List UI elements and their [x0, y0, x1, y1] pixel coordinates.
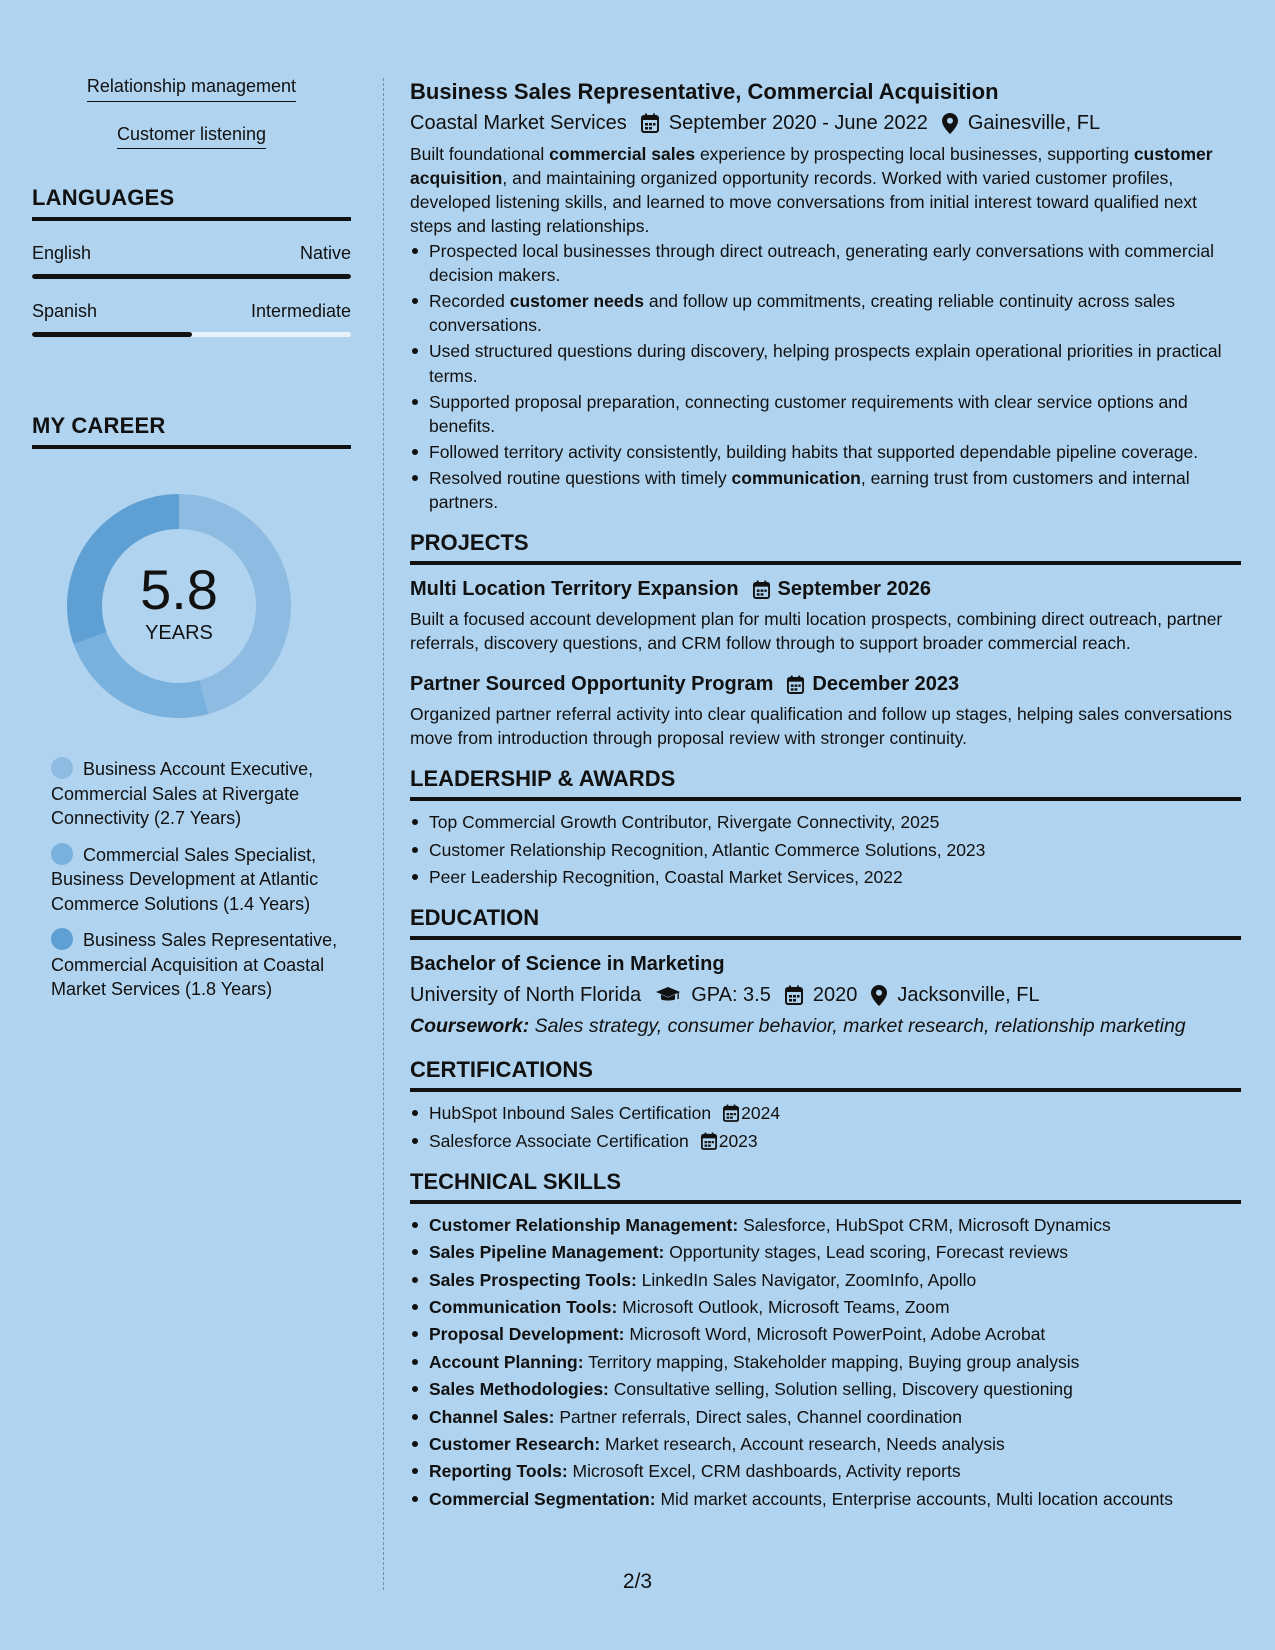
- certification-year: 2023: [718, 1130, 758, 1151]
- coursework-label: Coursework:: [410, 1015, 530, 1038]
- column-divider: [383, 78, 384, 1590]
- career-legend-item: [51, 928, 341, 1002]
- language-proficiency-bar: [32, 332, 351, 337]
- language-item: [32, 243, 351, 279]
- technical-skill-item: [410, 1213, 1241, 1237]
- technical-skill-item: [410, 1295, 1241, 1319]
- career-total-years: 5.8: [140, 557, 218, 621]
- page-number: 2/3: [622, 1570, 653, 1593]
- skill-category: Account Planning:: [429, 1351, 584, 1372]
- certification-name: Salesforce Associate Certification: [429, 1130, 689, 1151]
- technical-skill-item: [410, 1240, 1241, 1264]
- certification-item: [410, 1129, 1241, 1153]
- skill-values: Microsoft Excel, CRM dashboards, Activity reports: [567, 1461, 961, 1482]
- calendar-icon: [701, 1132, 717, 1150]
- certification-item: [410, 1101, 1241, 1125]
- job-dates: September 2020 - June 2022: [668, 112, 928, 134]
- bullet-text: Recorded: [429, 291, 510, 312]
- technical-skill-item: [410, 1432, 1241, 1456]
- skill-tag: [32, 124, 351, 150]
- job-bullet: [410, 466, 1241, 514]
- career-legend-item: [51, 843, 341, 917]
- skill-values: LinkedIn Sales Navigator, ZoomInfo, Apollo: [636, 1269, 977, 1290]
- technical-skills-heading: TECHNICAL SKILLS: [410, 1169, 1241, 1204]
- project-item: [410, 574, 1241, 655]
- main-content: [410, 77, 1241, 1514]
- school-name: University of North Florida: [410, 984, 642, 1007]
- skill-values: Mid market accounts, Enterprise accounts, Multi location accounts: [655, 1488, 1174, 1509]
- skill-category: Sales Methodologies:: [429, 1379, 609, 1400]
- coursework: [410, 1011, 1241, 1041]
- legend-dot: [51, 928, 73, 950]
- education-location: Jacksonville, FL: [897, 984, 1040, 1007]
- map-pin-icon: [871, 985, 887, 1006]
- bullet-keyword: communication: [731, 467, 861, 488]
- calendar-icon: [785, 985, 803, 1005]
- bullet-text: and follow up commitments, creating reliable continuity across sales conversations.: [429, 291, 1176, 336]
- certification-year: 2024: [741, 1103, 781, 1124]
- legend-dot: [51, 757, 73, 779]
- coursework-list: Sales strategy, consumer behavior, market research, relationship marketing: [529, 1015, 1186, 1038]
- career-legend-label: Business Sales Representative, Commercial Acquisition at Coastal Market Services (1.8 Years): [51, 930, 338, 1000]
- technical-skill-item: [410, 1487, 1241, 1511]
- awards-list: [410, 810, 1241, 889]
- projects-heading: PROJECTS: [410, 530, 1241, 565]
- skill-values: Territory mapping, Stakeholder mapping, Buying group analysis: [583, 1351, 1080, 1372]
- career-total-unit: YEARS: [145, 621, 213, 644]
- technical-skill-item: [410, 1377, 1241, 1401]
- summary-keyword: customer acquisition: [410, 144, 1213, 188]
- skill-category: Customer Relationship Management:: [429, 1214, 739, 1235]
- project-title: Multi Location Territory Expansion: [410, 578, 739, 601]
- career-legend: [51, 757, 341, 1002]
- language-proficiency-bar: [32, 274, 351, 279]
- calendar-icon: [753, 580, 770, 599]
- bullet-text: , earning trust from customers and internal partners.: [429, 467, 1190, 513]
- skill-values: Microsoft Word, Microsoft PowerPoint, Adobe Acrobat: [624, 1324, 1046, 1345]
- skill-category: Reporting Tools:: [429, 1461, 568, 1482]
- technical-skill-item: [410, 1350, 1241, 1374]
- skill-category: Sales Pipeline Management:: [429, 1242, 665, 1263]
- calendar-icon: [787, 675, 804, 694]
- language-item: [32, 301, 351, 337]
- language-proficiency-fill: [32, 274, 351, 279]
- career-legend-item: [51, 757, 341, 831]
- skill-values: Salesforce, HubSpot CRM, Microsoft Dynamics: [738, 1214, 1111, 1235]
- technical-skill-item: [410, 1322, 1241, 1346]
- skill-values: Opportunity stages, Lead scoring, Forecast reviews: [664, 1242, 1069, 1263]
- bullet-keyword: customer needs: [509, 291, 644, 312]
- certifications-list: [410, 1101, 1241, 1153]
- skill-values: Consultative selling, Solution selling, Discovery questioning: [608, 1379, 1073, 1400]
- technical-skill-item: [410, 1459, 1241, 1483]
- skill-tag-label: Customer listening: [117, 124, 266, 150]
- skill-values: Microsoft Outlook, Microsoft Teams, Zoom: [617, 1296, 950, 1317]
- project-title: Partner Sourced Opportunity Program: [410, 673, 774, 696]
- degree-title: Bachelor of Science in Marketing: [410, 953, 725, 976]
- career-heading: MY CAREER: [32, 413, 351, 449]
- job-bullet: [410, 289, 1241, 337]
- job-bullet: Used structured questions during discovery, helping prospects explain operational priorities in practical terms.: [410, 339, 1241, 387]
- map-pin-icon: [942, 113, 958, 134]
- graduation-cap-icon: [655, 986, 681, 1004]
- summary-keyword: commercial sales: [549, 144, 696, 164]
- skill-values: Market research, Account research, Needs analysis: [600, 1433, 1005, 1454]
- skill-values: Partner referrals, Direct sales, Channel coordination: [554, 1406, 963, 1427]
- skill-category: Sales Prospecting Tools:: [429, 1269, 637, 1290]
- skill-category: Channel Sales:: [429, 1406, 555, 1427]
- project-date: December 2023: [812, 673, 960, 696]
- summary-text: Built foundational: [410, 144, 550, 164]
- career-legend-label: Business Account Executive, Commercial Sales at Rivergate Connectivity (2.7 Years): [51, 759, 314, 829]
- skill-category: Proposal Development:: [429, 1324, 625, 1345]
- company-name: Coastal Market Services: [410, 112, 627, 134]
- education-meta: [410, 979, 1241, 1011]
- legend-dot: [51, 843, 73, 865]
- project-description: Built a focused account development plan for multi location prospects, combining direct outreach, partner referrals, discovery questions, and CRM follow through to support broader commercial reach.: [410, 609, 1223, 654]
- award-item: Customer Relationship Recognition, Atlantic Commerce Solutions, 2023: [410, 838, 1241, 862]
- languages-heading: LANGUAGES: [32, 185, 351, 221]
- bullet-text: Resolved routine questions with timely: [429, 467, 732, 488]
- job-title: Business Sales Representative, Commercial Acquisition: [410, 79, 999, 104]
- education-heading: EDUCATION: [410, 905, 1241, 940]
- language-proficiency-fill: [32, 332, 192, 337]
- awards-heading: LEADERSHIP & AWARDS: [410, 766, 1241, 801]
- calendar-icon: [723, 1104, 739, 1122]
- project-description: Organized partner referral activity into clear qualification and follow up stages, helping sales conversations move from introduction through proposal review with stronger continuity.: [410, 704, 1232, 749]
- summary-text: , and maintaining organized opportunity records. Worked with varied customer profiles, developed listening skills, and learned to move conversations from initial interest toward qualified next steps and lasting relationships.: [410, 168, 1197, 236]
- education-gpa: GPA: 3.5: [691, 984, 771, 1007]
- job-bullets: [410, 239, 1241, 514]
- job-summary: [410, 142, 1241, 238]
- calendar-icon: [641, 113, 659, 133]
- language-level: Intermediate: [250, 301, 351, 322]
- technical-skill-item: [410, 1268, 1241, 1292]
- education-year: 2020: [812, 984, 858, 1007]
- summary-text: experience by prospecting local businesses, supporting: [695, 144, 1134, 164]
- certifications-heading: CERTIFICATIONS: [410, 1057, 1241, 1092]
- skill-tag: [32, 76, 351, 102]
- language-name: English: [32, 243, 92, 264]
- job-bullet: Supported proposal preparation, connecting customer requirements with clear service options and benefits.: [410, 390, 1241, 438]
- award-item: Top Commercial Growth Contributor, Rivergate Connectivity, 2025: [410, 810, 1241, 834]
- job-bullet: Prospected local businesses through direct outreach, generating early conversations with commercial decision makers.: [410, 239, 1241, 287]
- skill-category: Commercial Segmentation:: [429, 1488, 656, 1509]
- project-item: [410, 669, 1241, 750]
- award-item: Peer Leadership Recognition, Coastal Market Services, 2022: [410, 865, 1241, 889]
- job-location: Gainesville, FL: [967, 112, 1101, 134]
- technical-skill-item: [410, 1405, 1241, 1429]
- technical-skills-list: [410, 1213, 1241, 1511]
- certification-name: HubSpot Inbound Sales Certification: [429, 1103, 712, 1124]
- career-legend-label: Commercial Sales Specialist, Business Development at Atlantic Commerce Solutions (1.4 Years): [51, 844, 319, 914]
- career-donut: [64, 491, 294, 721]
- job-bullet: Followed territory activity consistently, building habits that supported dependable pipeline coverage.: [410, 440, 1241, 464]
- language-name: Spanish: [32, 301, 98, 322]
- skill-category: Customer Research:: [429, 1433, 601, 1454]
- skill-tag-label: Relationship management: [87, 76, 296, 102]
- skill-category: Communication Tools:: [429, 1296, 618, 1317]
- language-level: Native: [299, 243, 351, 264]
- job-meta: [410, 107, 1241, 139]
- project-date: September 2026: [777, 578, 931, 601]
- sidebar: [32, 76, 351, 1014]
